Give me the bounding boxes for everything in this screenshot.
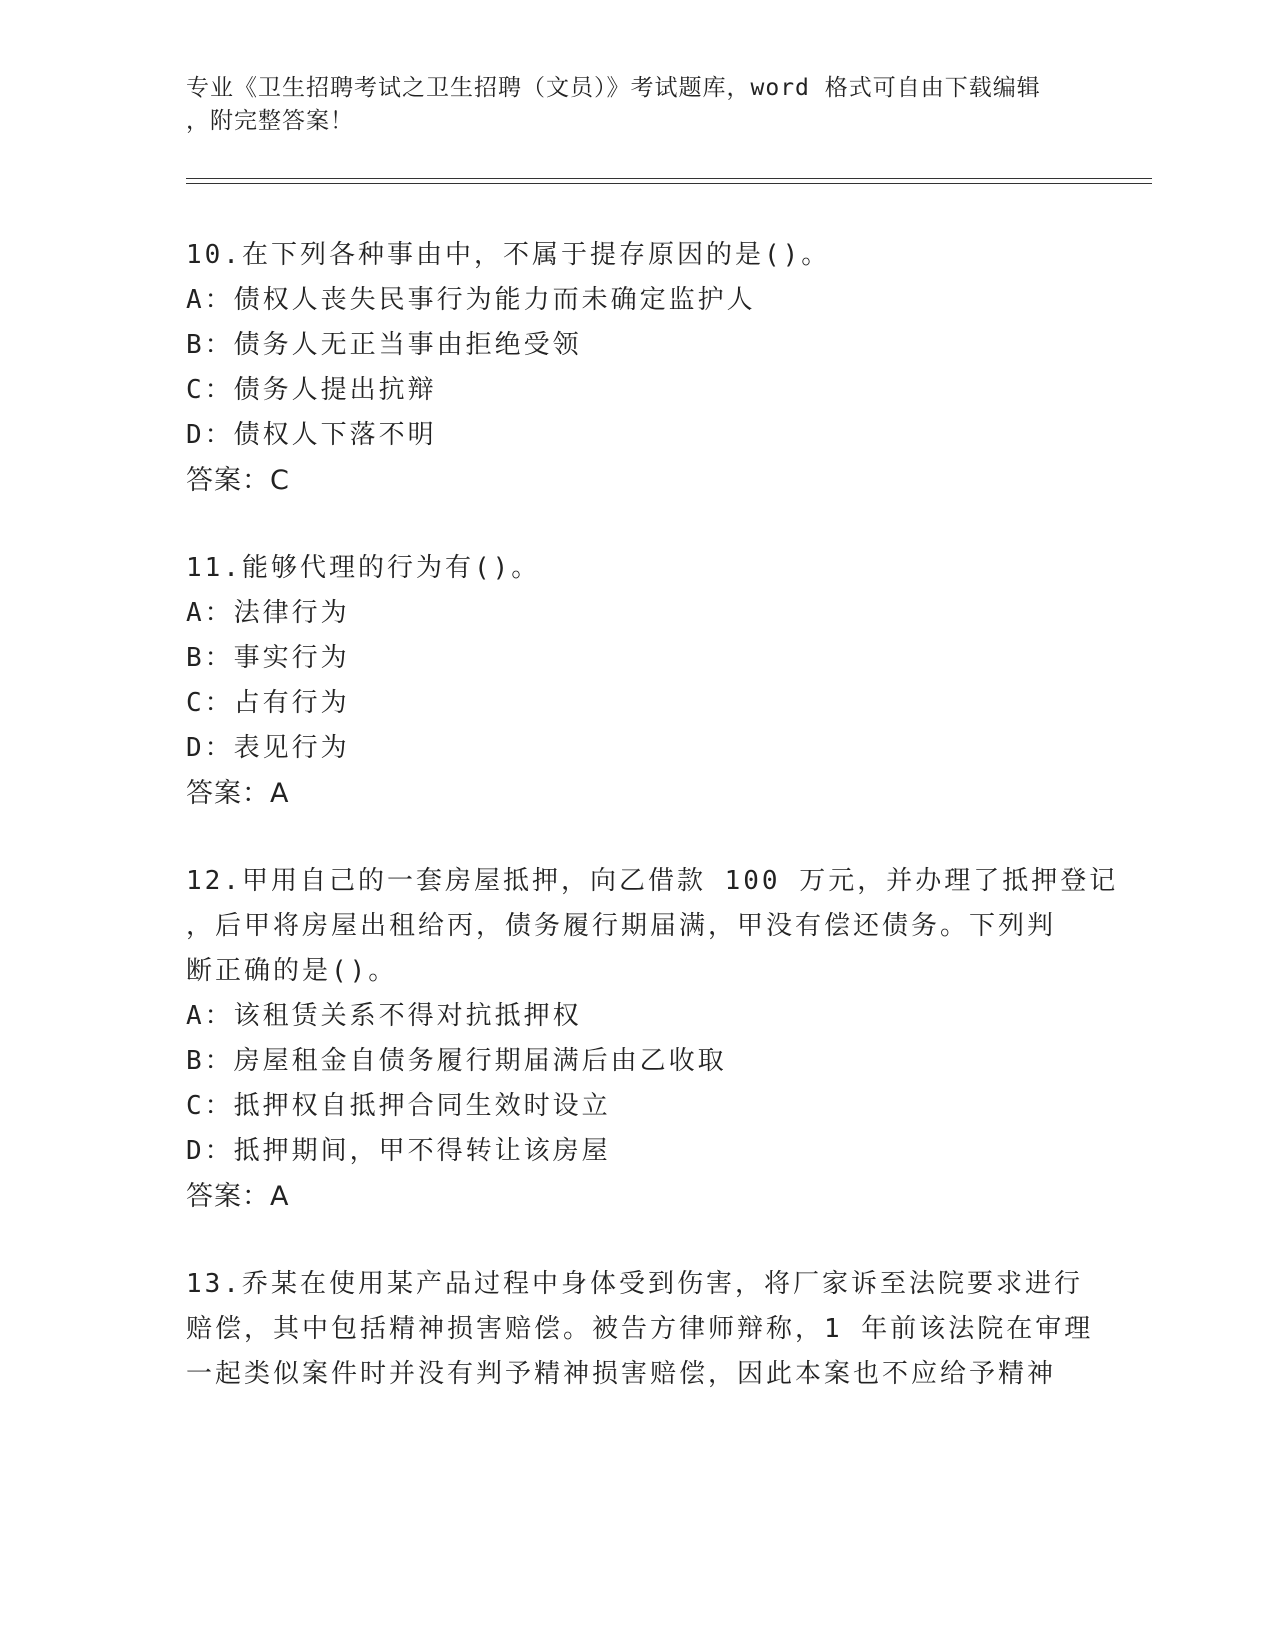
header-line-2: ，附完整答案！ [186, 108, 354, 134]
answer-label: 答案：A [186, 1181, 290, 1212]
answer-label: 答案：A [186, 778, 290, 809]
header-line-1: 专业《卫生招聘考试之卫生招聘（文员）》考试题库，word 格式可自由下载编辑 [186, 75, 1041, 101]
stem-line: 12.甲用自己的一套房屋抵押，向乙借款 100 万元，并办理了抵押登记 [186, 866, 1119, 896]
stem-line: 断正确的是()。 [186, 956, 398, 986]
option-b: B：房屋租金自债务履行期届满后由乙收取 [186, 1046, 727, 1076]
stem-line: 10.在下列各种事由中，不属于提存原因的是()。 [186, 240, 831, 270]
answer-label: 答案：C [186, 465, 290, 496]
question-stem [186, 859, 1119, 994]
option-c: C：债务人提出抗辩 [186, 375, 437, 405]
header-rule-bottom [186, 183, 1152, 184]
option-c: C：占有行为 [186, 688, 350, 718]
option-d: D：表见行为 [186, 733, 350, 763]
question-stem [186, 546, 1086, 591]
stem-line: 赔偿，其中包括精神损害赔偿。被告方律师辩称，1 年前该法院在审理 [186, 1314, 1094, 1344]
option-a: A：该租赁关系不得对抗抵押权 [186, 1001, 582, 1031]
stem-line: 一起类似案件时并没有判予精神损害赔偿，因此本案也不应给予精神 [186, 1359, 1057, 1389]
header-rule-top [186, 178, 1152, 179]
option-d: D：债权人下落不明 [186, 420, 437, 450]
option-b: B：债务人无正当事由拒绝受领 [186, 330, 582, 360]
question-10 [186, 233, 1086, 504]
option-a: A：债权人丧失民事行为能力而未确定监护人 [186, 285, 756, 315]
option-b: B：事实行为 [186, 643, 350, 673]
option-a: A：法律行为 [186, 598, 350, 628]
stem-line: 13.乔某在使用某产品过程中身体受到伤害，将厂家诉至法院要求进行 [186, 1269, 1083, 1299]
question-stem [186, 233, 1086, 278]
question-13 [186, 1262, 1094, 1397]
stem-line: 11.能够代理的行为有()。 [186, 553, 541, 583]
stem-line: ，后甲将房屋出租给丙，债务履行期届满，甲没有偿还债务。下列判 [186, 911, 1057, 941]
question-list [186, 233, 1119, 1439]
option-d: D：抵押期间，甲不得转让该房屋 [186, 1136, 611, 1166]
option-c: C：抵押权自抵押合同生效时设立 [186, 1091, 611, 1121]
question-12 [186, 859, 1119, 1220]
question-11 [186, 546, 1086, 817]
document-header [186, 72, 1086, 138]
question-stem [186, 1262, 1094, 1397]
